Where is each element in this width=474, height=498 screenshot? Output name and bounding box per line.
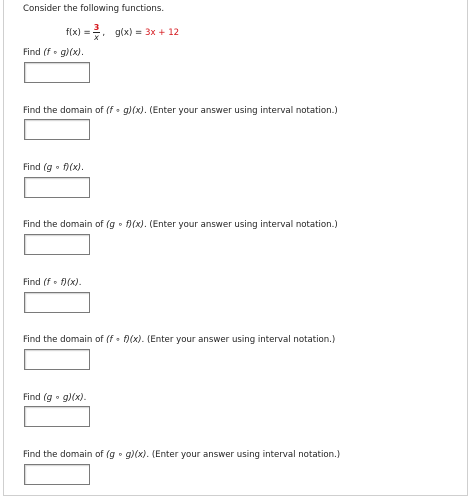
question-lead: Find the domain of (23, 450, 104, 460)
question-2 (23, 106, 338, 116)
answer-input-8[interactable] (24, 464, 90, 485)
answer-input-3[interactable] (24, 177, 90, 198)
question-tail: . (78, 278, 82, 288)
question-expression: (g ∘ g)(x) (43, 393, 84, 403)
question-tail: . (81, 163, 84, 173)
question-tail: . (Enter your answer using interval notation.) (141, 335, 336, 345)
question-lead: Find the domain of (23, 106, 104, 116)
question-5 (23, 278, 81, 288)
answer-input-1[interactable] (24, 62, 90, 83)
f-numerator: 3 (93, 23, 100, 32)
question-expression: (g ∘ f)(x) (106, 220, 144, 230)
question-3 (23, 163, 84, 173)
f-comma: , (102, 28, 106, 38)
g-definition-label: g(x) = (115, 28, 143, 38)
answer-input-5[interactable] (24, 292, 90, 313)
g-definition-rhs: 3x + 12 (144, 28, 180, 38)
question-tail: . (Enter your answer using interval notation.) (143, 220, 338, 230)
question-tail: . (81, 48, 84, 58)
question-lead: Find the domain of (23, 220, 104, 230)
question-expression: (g ∘ g)(x) (106, 450, 147, 460)
question-tail: . (Enter your answer using interval notation.) (143, 106, 338, 116)
question-4 (23, 220, 338, 230)
answer-input-4[interactable] (24, 234, 90, 255)
question-lead: Find (23, 393, 41, 403)
question-tail: . (83, 393, 87, 403)
intro-text: Consider the following functions. (23, 4, 165, 14)
question-lead: Find (23, 278, 41, 288)
question-expression: (f ∘ f)(x) (43, 278, 79, 288)
question-expression: (f ∘ g)(x) (106, 106, 144, 116)
function-definitions (66, 25, 179, 41)
question-lead: Find (23, 163, 41, 173)
answer-input-2[interactable] (24, 119, 90, 140)
question-expression: (f ∘ f)(x) (106, 335, 142, 345)
question-expression: (g ∘ f)(x) (43, 163, 82, 173)
f-definition-label: f(x) = (66, 28, 91, 38)
question-expression: (f ∘ g)(x) (43, 48, 82, 58)
question-1 (23, 48, 84, 58)
question-lead: Find (23, 48, 41, 58)
question-7 (23, 393, 86, 403)
answer-input-6[interactable] (24, 349, 90, 370)
f-denominator: x (94, 33, 99, 42)
question-8 (23, 450, 340, 460)
question-6 (23, 335, 335, 345)
answer-input-7[interactable] (24, 406, 90, 427)
question-tail: . (Enter your answer using interval notation.) (146, 450, 341, 460)
question-lead: Find the domain of (23, 335, 104, 345)
f-fraction (93, 24, 101, 42)
